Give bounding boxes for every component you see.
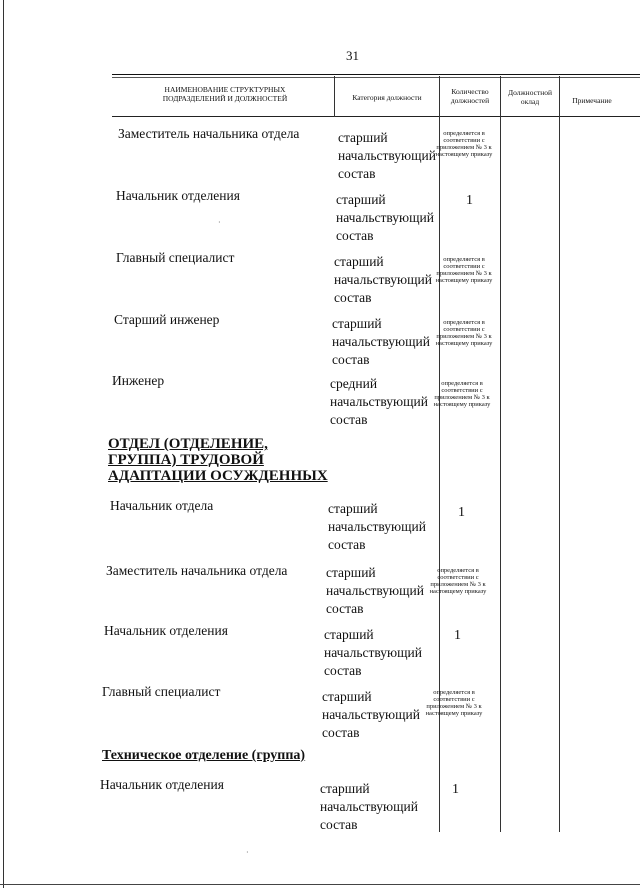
page-border-left bbox=[3, 0, 4, 888]
scan-speck: · bbox=[246, 848, 249, 857]
quantity-note: определяется в соответствии с приложением № 3 к настоящему приказу bbox=[435, 130, 493, 158]
category-label: старший начальствующий состав bbox=[334, 254, 432, 305]
quantity-value: 1 bbox=[466, 193, 473, 208]
category-label: старший начальствующий состав bbox=[332, 316, 430, 367]
quantity-note: определяется в соответствии с приложением № 3 к настоящему приказу bbox=[425, 689, 483, 717]
category-label: старший начальствующий состав bbox=[324, 627, 422, 678]
section-heading: Техническое отделение (группа) bbox=[102, 748, 306, 763]
quantity-note: определяется в соответствии с приложением № 3 к настоящему приказу bbox=[433, 380, 491, 408]
header-col-quantity: Количество должностей bbox=[450, 87, 490, 105]
page-border-bottom bbox=[0, 884, 640, 885]
position-label: Заместитель начальника отдела bbox=[118, 126, 300, 141]
quantity-value: 1 bbox=[458, 505, 465, 520]
category-label: старший начальствующий состав bbox=[326, 565, 424, 616]
category-label: средний начальствующий состав bbox=[330, 376, 428, 427]
quantity-note: определяется в соответствии с приложением № 3 к настоящему приказу bbox=[435, 319, 493, 347]
section-heading-line: ГРУППА) ТРУДОВОЙ bbox=[108, 452, 264, 468]
page-number: 31 bbox=[346, 48, 359, 63]
category-label: старший начальствующий состав bbox=[328, 501, 426, 552]
section-heading-line: ОТДЕЛ (ОТДЕЛЕНИЕ, bbox=[108, 436, 268, 452]
header-top-rule bbox=[112, 74, 640, 75]
header-col-name: НАИМЕНОВАНИЕ СТРУКТУРНЫХ ПОДРАЗДЕЛЕНИЙ И ДОЛЖНОСТЕЙ bbox=[162, 85, 288, 103]
scan-speck: · bbox=[218, 218, 221, 227]
position-label: Старший инженер bbox=[114, 312, 220, 327]
category-label: старший начальствующий состав bbox=[320, 781, 418, 832]
category-label: старший начальствующий состав bbox=[338, 130, 436, 181]
header-bottom-rule bbox=[112, 116, 640, 117]
header-col-note: Примечание bbox=[572, 96, 612, 105]
quantity-note: определяется в соответствии с приложением № 3 к настоящему приказу bbox=[435, 256, 493, 284]
header-col-category: Категория должности bbox=[352, 93, 422, 102]
category-label: старший начальствующий состав bbox=[322, 689, 420, 740]
col-divider-3 bbox=[500, 76, 501, 832]
quantity-note: определяется в соответствии с приложением № 3 к настоящему приказу bbox=[429, 567, 487, 595]
category-label: старший начальствующий состав bbox=[336, 192, 434, 243]
position-label: Начальник отделения bbox=[116, 188, 240, 203]
position-label: Начальник отделения bbox=[104, 623, 228, 638]
position-label: Начальник отдела bbox=[110, 498, 214, 513]
position-label: Инженер bbox=[112, 373, 165, 388]
quantity-value: 1 bbox=[452, 782, 459, 797]
section-heading bbox=[108, 436, 328, 484]
section-heading-line: АДАПТАЦИИ ОСУЖДЕННЫХ bbox=[108, 468, 328, 484]
position-label: Начальник отделения bbox=[100, 777, 224, 792]
quantity-value: 1 bbox=[454, 628, 461, 643]
position-label: Главный специалист bbox=[102, 684, 221, 699]
position-label: Заместитель начальника отдела bbox=[106, 563, 288, 578]
header-col-salary: Должностной оклад bbox=[507, 88, 553, 106]
header-top-rule-2 bbox=[112, 77, 640, 78]
col-divider-1 bbox=[334, 76, 335, 117]
col-divider-4 bbox=[559, 76, 560, 832]
position-label: Главный специалист bbox=[116, 250, 235, 265]
